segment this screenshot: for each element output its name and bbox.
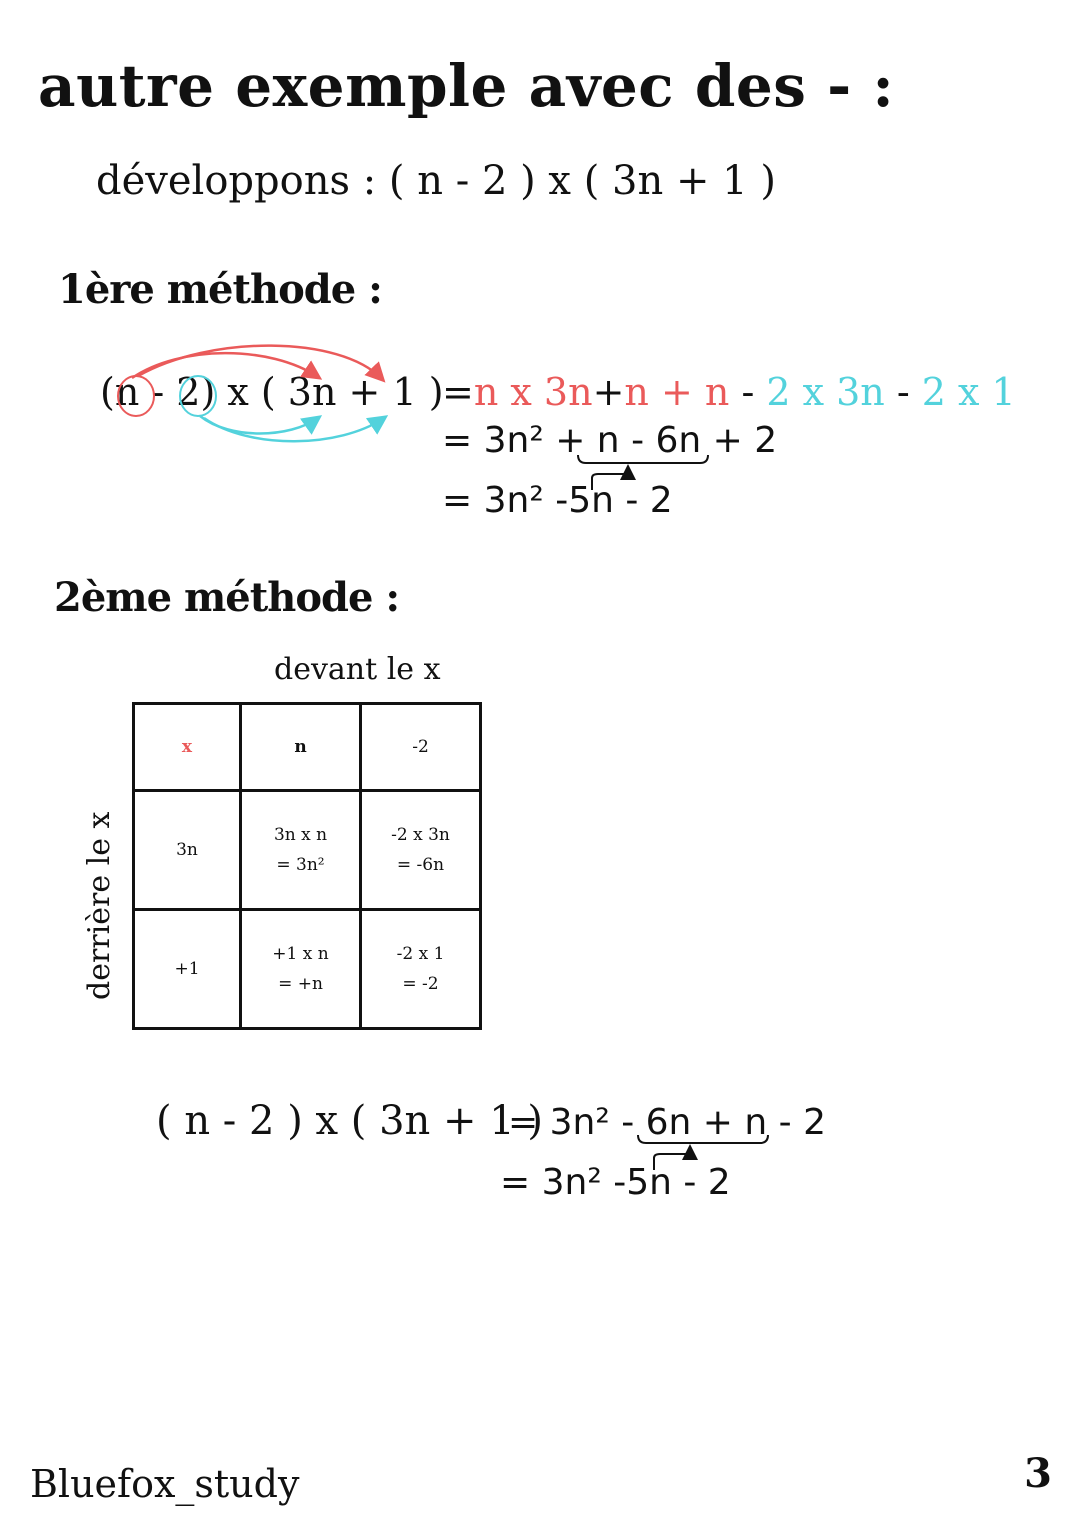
cell-product: +1 x n bbox=[272, 944, 329, 964]
method1-line3: = 3n² -5n - 2 bbox=[442, 480, 673, 521]
eq-sign: = bbox=[442, 370, 474, 414]
cell-result: = -6n bbox=[396, 855, 445, 875]
method1-line2: = 3n² + n - 6n + 2 bbox=[442, 420, 778, 461]
table-corner: x bbox=[134, 704, 241, 791]
brand-name: Bluefox_study bbox=[30, 1462, 300, 1506]
arrow-n-to-1 bbox=[138, 346, 382, 379]
cell-result: = 3n² bbox=[276, 855, 325, 875]
method2-line1: = 3n² - 6n + n - 2 bbox=[508, 1102, 827, 1143]
cell-result: = +n bbox=[278, 974, 323, 994]
minus-sign-1: - bbox=[729, 370, 767, 414]
circle-2 bbox=[180, 376, 216, 416]
table-row-head: +1 bbox=[134, 910, 241, 1029]
method1-heading: 1ère méthode : bbox=[58, 266, 382, 313]
table-cell bbox=[361, 910, 481, 1029]
term-2-times-3n: 2 x 3n bbox=[766, 370, 885, 414]
table-row bbox=[134, 910, 481, 1029]
cell-product: -2 x 1 bbox=[396, 944, 445, 964]
multiplication-table bbox=[132, 702, 482, 1030]
method2-lhs: ( n - 2 ) x ( 3n + 1 ) bbox=[156, 1098, 544, 1144]
term-n-times-3n: n x 3n bbox=[473, 370, 593, 414]
table-cell bbox=[361, 791, 481, 910]
label-derriere: derrière le x bbox=[82, 811, 117, 1000]
intro-expression: développons : ( n - 2 ) x ( 3n + 1 ) bbox=[96, 158, 776, 204]
circle-n bbox=[118, 376, 154, 416]
page-title: autre exemple avec des - : bbox=[38, 52, 895, 120]
table-row bbox=[134, 791, 481, 910]
page-number: 3 bbox=[1024, 1450, 1052, 1497]
plus-sign: + bbox=[592, 370, 625, 414]
label-devant: devant le x bbox=[274, 652, 441, 687]
method1-lhs: (n - 2) x ( 3n + 1 ) bbox=[100, 370, 444, 414]
term-n-plus-n: n + n bbox=[624, 370, 730, 414]
cell-product: -2 x 3n bbox=[391, 825, 450, 845]
minus-sign-2: - bbox=[884, 370, 922, 414]
term-2-times-1: 2 x 1 bbox=[921, 370, 1016, 414]
cell-product: 3n x n bbox=[273, 825, 328, 845]
table-cell bbox=[241, 910, 361, 1029]
table-cell bbox=[241, 791, 361, 910]
cell-result: = -2 bbox=[402, 974, 439, 994]
method2-line2: = 3n² -5n - 2 bbox=[500, 1162, 731, 1203]
table-col-head: -2 bbox=[361, 704, 481, 791]
table-row bbox=[134, 704, 481, 791]
combine-arrow-line2 bbox=[592, 468, 628, 490]
table-col-head: n bbox=[241, 704, 361, 791]
method2-heading: 2ème méthode : bbox=[54, 574, 400, 621]
brace-line2 bbox=[578, 455, 708, 463]
table-row-head: 3n bbox=[134, 791, 241, 910]
